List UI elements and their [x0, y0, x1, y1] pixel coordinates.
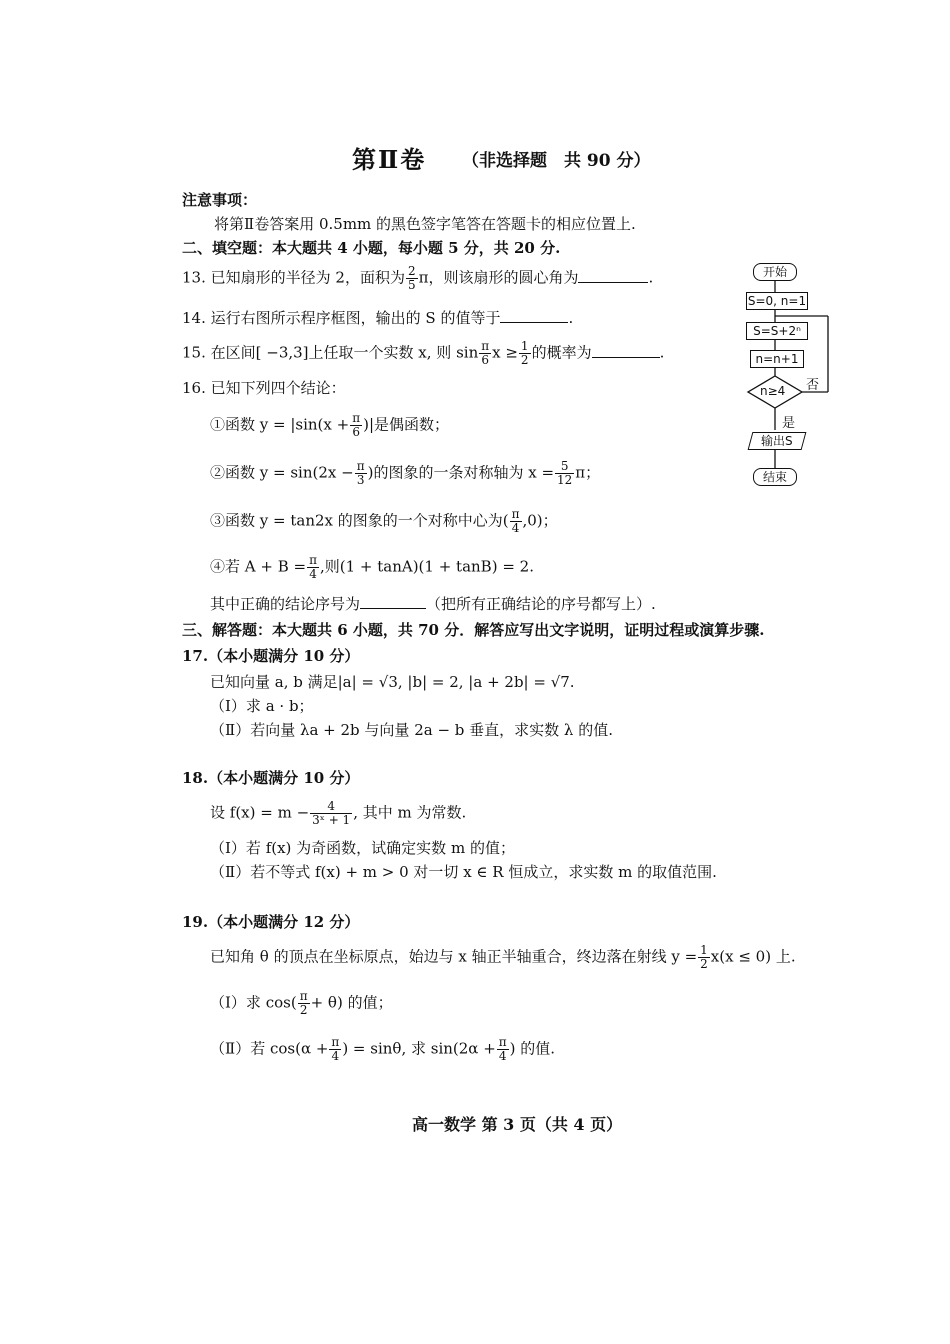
fraction-denominator: 2	[520, 353, 529, 367]
statement-1	[210, 412, 449, 439]
question-16-answer	[210, 594, 656, 614]
fraction	[510, 508, 522, 535]
statement-3	[210, 508, 558, 535]
flowchart-condition: n≥4	[760, 384, 786, 398]
fraction-numerator: π	[511, 507, 520, 521]
statement-text-cont: ,则(1 + tanA)(1 + tanB) = 2.	[319, 557, 534, 576]
period: .	[568, 309, 574, 327]
flowchart-end: 结束	[753, 468, 797, 486]
answer-blank[interactable]	[500, 308, 568, 323]
statement-text-mid: )的图象的一条对称轴为 x =	[367, 463, 555, 482]
fraction-denominator: 4	[331, 1049, 340, 1063]
part-text-mid: ) = sinθ, 求 sin(2α +	[342, 1039, 496, 1058]
fraction-numerator: π	[299, 989, 308, 1003]
fraction	[307, 554, 319, 581]
statement-text-cont: ,0)；	[522, 511, 558, 530]
fraction	[555, 460, 574, 487]
fraction	[355, 460, 367, 487]
question-text-cont: π，则该扇形的圆心角为	[418, 268, 579, 287]
question-text: 运行右图所示程序框图，输出的 S 的值等于	[210, 309, 501, 327]
part-subtitle: （非选择题 共 90 分）	[462, 151, 651, 171]
fraction	[497, 1036, 509, 1063]
program-flowchart	[740, 258, 840, 498]
fraction-numerator: π	[356, 459, 365, 473]
question-13	[182, 265, 653, 292]
part-title: 第Ⅱ卷	[352, 145, 427, 174]
flowchart-start: 开始	[753, 263, 797, 281]
fraction-numerator: π	[331, 1035, 340, 1049]
fraction-denominator: 2	[299, 1003, 308, 1017]
fraction-numerator: 1	[520, 339, 529, 353]
fraction-numerator: 2	[407, 264, 416, 278]
fraction	[350, 412, 362, 439]
statement-4	[210, 554, 534, 581]
question-17-part-2: （Ⅱ）若向量 λa + 2b 与向量 2a − b 垂直，求实数 λ 的值.	[210, 721, 613, 739]
question-18-heading: 18.（本小题满分 10 分）	[182, 769, 360, 787]
answer-blank[interactable]	[360, 594, 426, 609]
fraction-denominator: 5	[407, 278, 416, 292]
fraction	[479, 340, 491, 367]
question-19-part-1	[210, 990, 393, 1017]
statement-text: ③函数 y = tan2x 的图象的一个对称中心为(	[210, 511, 509, 530]
answer-prompt: 其中正确的结论序号为	[210, 595, 361, 613]
fraction-denominator: 12	[557, 473, 573, 487]
notice-body: 将第Ⅱ卷答案用 0.5mm 的黑色签字笔答在答题卡的相应位置上.	[214, 215, 636, 233]
notice-heading: 注意事项：	[182, 191, 258, 209]
fraction	[310, 800, 352, 827]
given-text-cont: x(x ≤ 0) 上.	[710, 947, 796, 966]
fraction-numerator: 4	[310, 800, 352, 814]
question-text: 在区间[ −3,3]上任取一个实数 x, 则 sin	[210, 343, 479, 362]
fraction-denominator: 4	[511, 521, 520, 535]
fraction-denominator: 3ˣ + 1	[312, 813, 351, 827]
fraction-numerator: 5	[555, 460, 574, 474]
question-number: 13.	[182, 268, 206, 287]
part-text: （Ⅰ）求 cos(	[210, 993, 297, 1012]
question-number: 15.	[182, 343, 206, 362]
fraction-numerator: 1	[700, 943, 708, 957]
fraction-denominator: 2	[700, 957, 708, 971]
period: .	[648, 268, 654, 287]
question-text: 已知下列四个结论：	[210, 379, 346, 397]
flowchart-yes-label: 是	[782, 416, 796, 431]
part-text-cont: ) 的值.	[509, 1039, 556, 1058]
question-text-mid: x ≥	[492, 343, 518, 362]
flowchart-init: S=0, n=1	[747, 294, 807, 308]
question-text: 已知扇形的半径为 2，面积为	[210, 268, 405, 287]
question-18-part-2: （Ⅱ）若不等式 f(x) + m > 0 对一切 x ∈ R 恒成立，求实数 m 的取值范围.	[210, 863, 717, 881]
fraction	[298, 990, 310, 1017]
question-text-cont: 的概率为	[531, 343, 592, 362]
section-solve-heading: 三、解答题：本大题共 6 小题，共 70 分．解答应写出文字说明，证明过程或演算步骤.	[182, 621, 765, 639]
question-14	[182, 308, 573, 328]
answer-blank[interactable]	[592, 343, 660, 358]
answer-blank[interactable]	[578, 268, 648, 283]
statement-text-cont: )|是偶函数；	[363, 415, 450, 434]
fraction-numerator: π	[309, 553, 317, 567]
page-footer: 高一数学 第 3 页（共 4 页）	[412, 1115, 623, 1134]
part-text: （Ⅱ）若 cos(α +	[210, 1039, 329, 1058]
question-number: 14.	[182, 309, 206, 327]
fraction-numerator: π	[352, 411, 361, 425]
flowchart-update-n: n=n+1	[750, 350, 804, 368]
question-18-given	[210, 800, 466, 827]
statement-2	[210, 460, 600, 487]
flowchart-no-label: 否	[806, 378, 820, 393]
fraction-denominator: 6	[352, 425, 360, 439]
fraction-denominator: 4	[309, 567, 317, 581]
statement-text-cont: π；	[575, 463, 601, 482]
fraction-numerator: π	[498, 1035, 507, 1049]
statement-text: ①函数 y = |sin(x +	[210, 415, 350, 434]
statement-text: ④若 A + B =	[210, 557, 307, 576]
question-19-heading: 19.（本小题满分 12 分）	[182, 913, 360, 931]
fraction-denominator: 4	[498, 1049, 507, 1063]
question-17-given: 已知向量 a, b 满足|a| = √3, |b| = 2, |a + 2b| = √7.	[210, 673, 575, 691]
answer-note: （把所有正确结论的序号都写上）.	[426, 595, 656, 613]
question-17-heading: 17.（本小题满分 10 分）	[182, 647, 360, 665]
flowchart-output-label: 输出S	[761, 434, 793, 448]
period: .	[659, 343, 665, 362]
fraction	[519, 340, 531, 367]
given-text-cont: , 其中 m 为常数.	[353, 803, 467, 822]
fraction	[406, 265, 418, 292]
question-19-given	[210, 944, 796, 971]
fraction-denominator: 3	[356, 473, 365, 487]
given-text: 设 f(x) = m −	[210, 803, 310, 822]
fraction-numerator: π	[481, 339, 490, 353]
question-19-part-2	[210, 1036, 555, 1063]
statement-text: ②函数 y = sin(2x −	[210, 463, 354, 482]
question-16	[182, 378, 346, 398]
given-text: 已知角 θ 的顶点在坐标原点，始边与 x 轴正半轴重合，终边落在射线 y =	[210, 947, 698, 966]
part-text-cont: + θ) 的值；	[310, 993, 393, 1012]
question-17-part-1: （Ⅰ）求 a · b；	[210, 697, 314, 715]
question-18-part-1: （Ⅰ）若 f(x) 为奇函数，试确定实数 m 的值；	[210, 839, 515, 857]
question-15	[182, 340, 664, 367]
fraction	[698, 944, 710, 971]
flowchart-update-s: S=S+2ⁿ	[746, 322, 808, 340]
flowchart-output	[748, 432, 807, 450]
section-fill-in-heading: 二、填空题：本大题共 4 小题，每小题 5 分，共 20 分.	[182, 239, 561, 257]
fraction-denominator: 6	[481, 353, 489, 367]
fraction	[329, 1036, 341, 1063]
question-number: 16.	[182, 379, 206, 397]
